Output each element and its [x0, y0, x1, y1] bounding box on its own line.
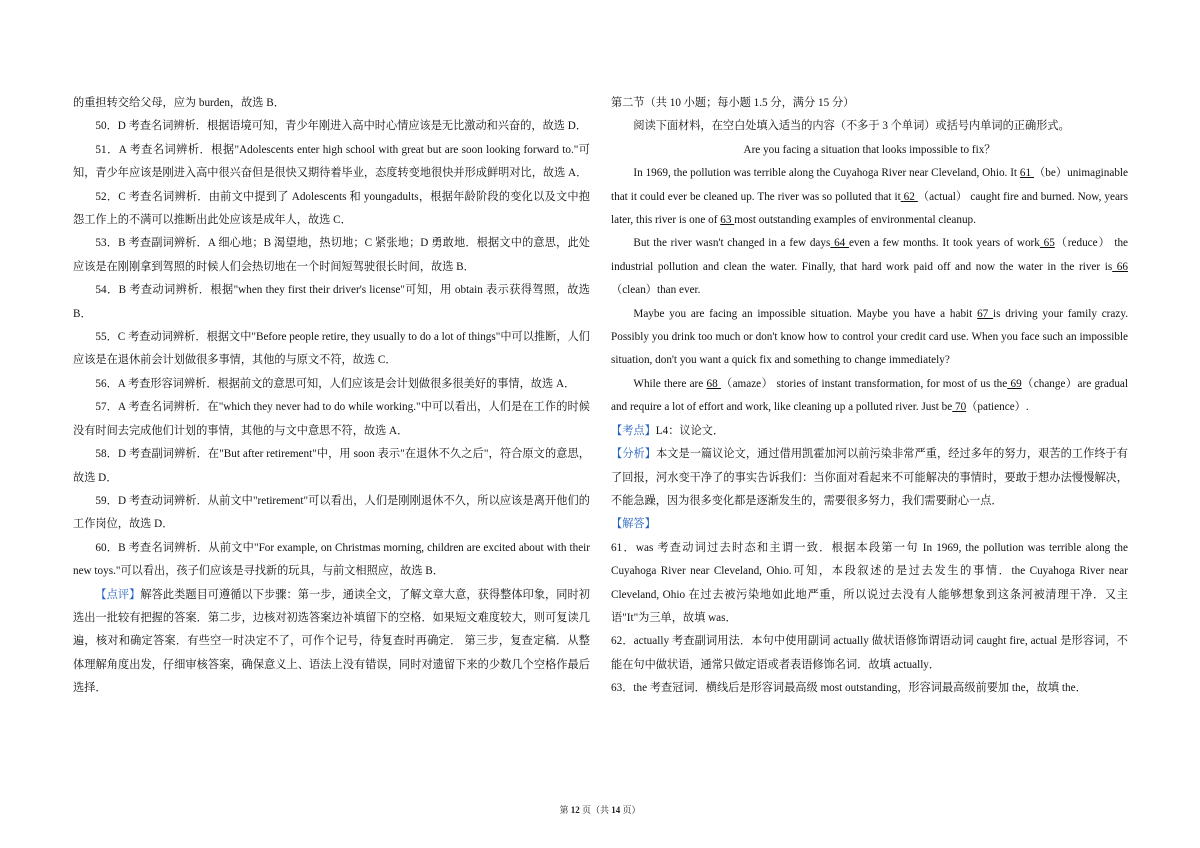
blank-69: 69: [1007, 377, 1022, 390]
comment-text: 解答此类题目可遵循以下步骤：第一步，通读全文，了解文章大意，获得整体印象，同时初选出一批较有把握的答案．第二步，边核对初选答案边补填留下的空格．如果短文难度较大，则可复读几遍，核对和确定答案．有些空一时决定不了，可作个记号，待复查时再确定． 第三步，复查定稿．从整体理解角度出发，仔细审核答案，确保意义上、语法上没有错误，同时对遗留下来的少数几个空格作最后选择．: [73, 588, 590, 695]
answer-54: 54．B 考查动词辨析．根据"when they first their driver's license"可知，用 obtain 表示获得驾照，故选 B．: [73, 284, 590, 320]
blank-64: 64: [830, 237, 849, 250]
passage-text: Maybe you are facing an impossible situation. Maybe you have a habit: [633, 307, 978, 320]
passage-text: In 1969, the pollution was terrible along the Cuyahoga River near Cleveland, Ohio. It: [633, 167, 1020, 180]
answer-49-tail: 的重担转交给父母，应为 burden，故选 B．: [73, 97, 285, 109]
footer-text: 第: [559, 805, 571, 815]
passage-title: Are you facing a situation that looks impossible to fix？: [743, 143, 996, 156]
answer-56: 56．A 考查形容词辨析．根据前文的意思可知，人们应该是会计划做很多很美好的事情，故选 A．: [95, 377, 576, 390]
answer-55: 55．C 考查动词辨析．根据文中"Before people retire, they usually to do a lot of things"中可以推断，人们应该是在退休前会计划做很多事情，其他的与原文不符，故选 C．: [73, 331, 590, 367]
answer-52: 52．C 考查名词辨析．由前文中提到了 Adolescents 和 youngadults，根据年龄阶段的变化以及文中抱怨工作上的不满可以推断出此处应该是成年人，故选 C．: [73, 190, 590, 227]
answer-53: 53．B 考查副词辨析．A 细心地；B 渴望地，热切地；C 紧张地；D 勇敢地．根据文中的意思，此处应该是在刚刚拿到驾照的时候人们会热切地在一个时间短驾驶很长时间，故选 B．: [73, 237, 590, 273]
passage-text: （reduce） the industrial pollution and clean the water. Finally, that hard work paid off and now the water in the river is: [611, 237, 1129, 273]
passage-text: （clean）than ever.: [611, 284, 701, 297]
answer-50: 50．D 考查名词辨析．根据语境可知，青少年刚进入高中时心情应该是无比激动和兴奋的，故选 D．: [95, 120, 588, 133]
passage-text: most outstanding examples of environmental cleanup.: [734, 214, 976, 227]
passage-text: even a few months. It took years of work: [848, 237, 1040, 250]
blank-68: 68: [706, 377, 721, 390]
kaodian-tag: 【考点】: [611, 424, 656, 437]
passage-paragraph-1: [611, 162, 1128, 232]
passage-text: （patience）.: [966, 401, 1029, 414]
answer-63: 63．the 考查冠词．横线后是形容词最高级 most outstanding，形容词最高级前要加 the，故填 the．: [611, 682, 1087, 695]
left-column: [73, 92, 590, 701]
passage-text: （change）are gradual and require a lot of effort and work, like cleaning up a polluted river. Just be: [611, 377, 1128, 414]
passage-text: （amaze） stories of instant transformation, for most of us the: [720, 377, 1008, 390]
answer-61: 61．was 考查动词过去时态和主谓一致．根据本段第一句 In 1969, the pollution was terrible along the Cuyahoga River near Cleveland, Ohio.可知，本段叙述的是过去发生的事情．the Cuyahoga River near Cleveland, Ohio 在过去被污染地如此地严重，所以说过去没有人能够想象到这条河被清理干净．又主语"It"为三单，故填 was．: [611, 541, 1128, 624]
passage-paragraph-3: [611, 303, 1128, 373]
blank-66: 66: [1112, 260, 1128, 273]
page-footer: [0, 803, 1200, 816]
passage-text: is driving your family crazy. Possibly you drink too much or don't know how to control your credit card use. When you face such an impossible situation, don't you want a quick fix and something to change immediately?: [611, 307, 1128, 367]
blank-62: 62: [900, 190, 918, 203]
jieda-paragraph: [611, 513, 1128, 536]
fenxi-paragraph: [611, 443, 1128, 513]
blank-63: 63: [720, 214, 735, 227]
page-number: 12: [570, 805, 580, 815]
page-total: 14: [611, 805, 621, 815]
answer-51: 51．A 考查名词辨析．根据"Adolescents enter high school with great but are soon looking forward to."可知，青少年应该是刚进入高中很兴奋但是很快又期待着毕业，态度转变地很快并形成鲜明对比，故选 A．: [73, 143, 590, 180]
jieda-tag: 【解答】: [611, 518, 656, 531]
kaodian-paragraph: [611, 420, 1128, 443]
passage-text: While there are: [633, 377, 707, 390]
blank-67: 67: [977, 307, 994, 320]
passage-text: But the river wasn't changed in a few days: [633, 237, 831, 250]
passage-paragraph-4: [611, 373, 1128, 420]
passage-text: （be）unimaginable that it could ever be cleaned up. The river was so polluted that it: [611, 167, 1128, 203]
comment-tag: 【点评】: [95, 588, 141, 601]
fenxi-text: 本文是一篇议论文，通过借用凯霍加河以前污染非常严重，经过多年的努力，艰苦的工作终于有了回报，河水变干净了的事实告诉我们：当你面对看起来不可能解决的事情时，要敢于想办法慢慢解决，不能急躁，因为很多变化都是逐渐发生的，需要很多努力，我们需要耐心一点．: [611, 448, 1128, 507]
blank-61: 61: [1019, 167, 1034, 180]
answer-57: 57．A 考查名词辨析．在"which they never had to do while working."中可以看出，人们是在工作的时候没有时间去完成他们计划的事情，其他的与文中意思不符，故选 A．: [73, 401, 590, 437]
comment-paragraph: [73, 584, 590, 701]
passage-paragraph-2: [611, 232, 1128, 302]
answer-60: 60．B 考查名词辨析．从前文中"For example, on Christmas morning, children are excited about with their new toys."可以看出，孩子们应该是寻找新的玩具，与前文相照应，故选 B．: [73, 541, 590, 578]
kaodian-text: L4：议论文．: [655, 424, 725, 437]
footer-text: 页（共: [579, 805, 612, 815]
right-column: [611, 92, 1128, 701]
blank-65: 65: [1039, 237, 1055, 250]
section-heading: 第二节（共 10 小题；每小题 1.5 分，满分 15 分）: [611, 97, 855, 109]
answer-58: 58．D 考查副词辨析．在"But after retirement"中，用 soon 表示"在退休不久之后"，符合原文的意思，故选 D．: [73, 448, 590, 484]
footer-text: 页）: [620, 805, 641, 815]
fenxi-tag: 【分析】: [611, 448, 656, 461]
answer-59: 59．D 考查动词辨析．从前文中"retirement"可以看出，人们是刚刚退休不久，所以应该是离开他们的工作岗位，故选 D．: [73, 494, 590, 531]
answer-62: 62．actually 考查副词用法．本句中使用副词 actually 做状语修饰谓语动词 caught fire, actual 是形容词，不能在句中做状语，通常只做定语或者表语修饰名词．故填 actually．: [611, 635, 1128, 671]
passage-text: （actual） caught fire and burned. Now, years later, this river is one of: [611, 190, 1128, 227]
section-instruction: 阅读下面材料，在空白处填入适当的内容（不多于 3 个单词）或括号内单词的正确形式。: [633, 120, 1070, 133]
blank-70: 70: [952, 401, 967, 414]
